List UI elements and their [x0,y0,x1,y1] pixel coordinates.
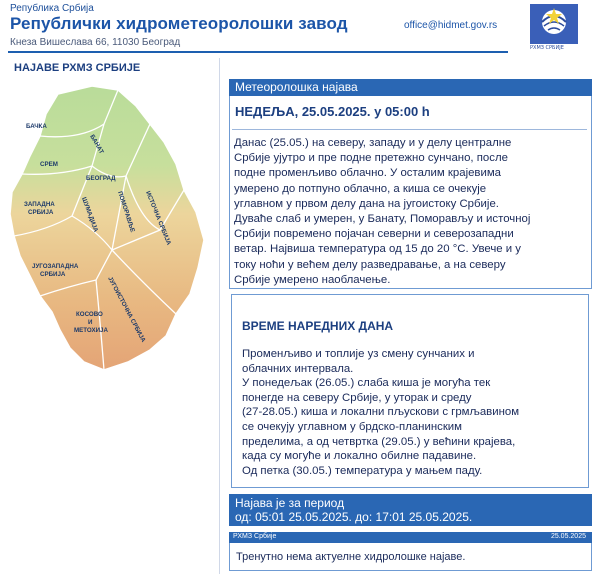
forecast-line: умерено до потпуно облачно, а киша се очекује [234,182,487,195]
forecast-line: подне променљиво облачно. У осталим крајевима [234,167,502,180]
forecast-line: ветар. Највиша температура од 15 до 20 °C. Увече и у [234,243,521,256]
next-days-line: облачних интервала. [242,362,354,375]
next-days-line: када су могуће и локално обилне падавине. [242,450,477,463]
next-days-text [242,347,582,478]
site-header [0,0,592,58]
next-days-line: понегде на северу Србије, у уторак и среду [242,391,472,404]
forecast-header: Метеоролошка најава [229,79,592,96]
hydro-header [229,532,592,543]
region-sumadija[interactable]: ШУМАДИЈА [80,196,100,234]
forecast-line: Србији повремено појачан северни и северозападни [234,228,514,241]
forecast-line: Данас (25.05.) на северу, западу и у делу централне [234,137,512,149]
next-days-panel [231,294,589,488]
header-divider [8,51,508,53]
forecast-line: углавном у првом делу дана на југоистоку Србије. [234,197,499,210]
hydro-date: 25.05.2025 [550,533,586,540]
period-range: од: 05:01 25.05.2025. до: 17:01 25.05.2025. [235,510,473,524]
forecast-panel [229,96,592,289]
forecast-line: Србије ујутро и пре подне претежно сунчано, после [234,152,508,165]
forecast-line: току ноћи у већем делу разведравање, а на северу [234,258,506,271]
region-kosovo-line3[interactable]: МЕТОХИЈА [74,327,108,334]
forecast-line: Србије умерено наоблачење. [234,273,391,286]
forecast-text [234,136,590,288]
region-jugoistocna[interactable]: ЈУГОИСТОЧНА СРБИЈА [106,275,147,344]
region-kosovo-line2[interactable]: И [88,319,93,326]
institution-name[interactable]: Републички хидрометеоролошки завод [10,14,348,33]
forecast-date: НЕДЕЉА, 25.05.2025. у 05:00 h [235,104,430,119]
hydro-message: Тренутно нема актуелне хидролошке најаве. [236,551,466,563]
forecast-period-bar [229,494,592,526]
email-link[interactable]: office@hidmet.gov.rs [404,20,498,31]
country-label: Република Србија [10,3,94,14]
next-days-line: се очекују углавном у брдско-планинским [242,420,463,433]
region-jugozapadna-line1[interactable]: ЈУГОЗАПАДНА [32,263,79,270]
next-days-line: пределима, а од четвртка (29.05.) у већини крајева, [242,435,516,448]
region-jugozapadna-line2[interactable]: СРБИЈА [40,271,66,278]
region-zapadna-line2[interactable]: СРБИЈА [28,209,54,216]
forecast-line: Дуваће слаб и умерен, у Банату, Поморављу и источној [234,213,531,226]
next-days-line: Од петка (30.05.) температура у мањем паду. [242,464,483,477]
hydro-source: РХМЗ Србије [233,533,277,540]
next-days-line: У понедељак (26.05.) слаба киша је могућа тек [242,377,491,390]
hydro-panel [229,543,592,571]
next-days-line: (27-28.05.) киша и локални пљускови с грмљавином [242,406,520,419]
region-kosovo-line1[interactable]: КОСОВО [76,311,103,318]
forecast-divider [232,129,587,130]
region-beograd[interactable]: БЕОГРАД [86,175,116,182]
region-istocna[interactable]: ИСТОЧНА СРБИЈА [144,190,173,247]
period-label: Најава је за период [235,496,345,510]
institution-address: Кнеза Вишеслава 66, 11030 Београд [10,37,181,48]
region-backa[interactable]: БАЧКА [26,123,47,130]
next-days-line: Променљиво и топлије уз смену сунчаних и [242,348,475,360]
serbia-regions-map[interactable] [0,80,218,380]
region-banat[interactable]: БАНАТ [88,133,105,156]
region-pomoravlje[interactable]: ПОМОРАВЉЕ [116,190,136,234]
sidebar-title: НАЈАВЕ РХМЗ СРБИЈЕ [14,62,141,74]
next-days-title: ВРЕМЕ НАРЕДНИХ ДАНА [242,319,394,333]
region-zapadna-line1[interactable]: ЗАПАДНА [24,201,55,208]
logo-caption: РХМЗ СРБИЈЕ [530,45,564,51]
region-srem[interactable]: СРЕМ [40,161,58,168]
